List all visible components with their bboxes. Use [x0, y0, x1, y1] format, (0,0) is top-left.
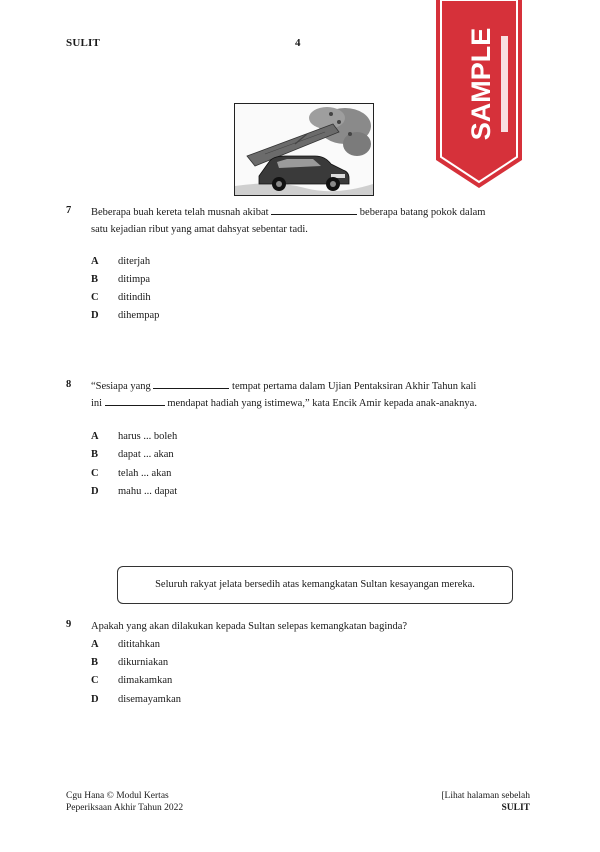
option-text: dapat ... akan	[118, 449, 174, 460]
q7-option-b	[91, 272, 150, 288]
q7-text-after-blank: beberapa batang pokok dalam	[359, 207, 486, 218]
q7-option-c	[91, 290, 151, 306]
question-7-stem	[91, 204, 551, 238]
footer-sulit-label: SULIT	[501, 803, 530, 813]
q7-text-before-blank: Beberapa buah kereta telah musnah akibat	[91, 207, 269, 218]
option-text: dihempap	[118, 310, 160, 321]
footer-right	[441, 790, 530, 814]
q7-option-a	[91, 254, 150, 270]
option-letter: A	[91, 256, 99, 267]
option-text: harus ... boleh	[118, 431, 178, 442]
option-text: disemayamkan	[118, 694, 181, 705]
q9-passage-box: Seluruh rakyat jelata bersedih atas kemangkatan Sultan kesayangan mereka.	[117, 566, 513, 604]
option-letter: D	[91, 486, 99, 497]
q7-line-2: satu kejadian ribut yang amat dahsyat sebentar tadi.	[91, 224, 308, 235]
q8-option-c	[91, 466, 171, 482]
option-text: ditimpa	[118, 274, 151, 285]
q8-option-b	[91, 447, 174, 463]
q7-answer-blank	[271, 204, 357, 215]
q7-option-d	[91, 308, 159, 324]
header-sulit-label: SULIT	[66, 37, 101, 49]
option-text: ditindih	[118, 292, 151, 303]
q8-option-d	[91, 484, 177, 500]
q8-text-after-blank-2: mendapat hadiah yang istimewa,” kata Encik Amir kepada anak-anaknya.	[167, 398, 477, 409]
q8-text-before-blank-1: “Sesiapa yang	[91, 381, 151, 392]
car-tree-icon	[235, 104, 373, 195]
option-text: dimakamkan	[118, 675, 173, 686]
page-number: 4	[295, 37, 301, 49]
q8-text-before-blank-2: ini	[91, 398, 103, 409]
fallen-tree-car-illustration	[234, 103, 374, 196]
option-letter: B	[91, 657, 99, 668]
q9-option-c	[91, 673, 172, 689]
option-letter: B	[91, 274, 99, 285]
option-text: mahu ... dapat	[118, 486, 178, 497]
question-7-number: 7	[66, 205, 72, 216]
option-text: dikurniakan	[118, 657, 169, 668]
q9-option-b	[91, 655, 168, 671]
q8-answer-blank-2	[105, 395, 165, 406]
option-letter: A	[91, 639, 99, 650]
footer-next-page: [Lihat halaman sebelah	[441, 791, 530, 801]
option-letter: D	[91, 310, 99, 321]
option-letter: B	[91, 449, 99, 460]
option-letter: C	[91, 292, 99, 303]
stamp-stripe	[501, 36, 508, 132]
q8-text-after-blank-1: tempat pertama dalam Ujian Pentaksiran Akhir Tahun kali	[232, 381, 477, 392]
q9-option-a	[91, 637, 160, 653]
question-9-stem: Apakah yang akan dilakukan kepada Sultan selepas kemangkatan baginda?	[91, 621, 408, 632]
sample-stamp-text: SAMPLE	[466, 27, 497, 141]
question-8-number: 8	[66, 379, 72, 390]
option-text: dititahkan	[118, 639, 160, 650]
footer-left	[66, 790, 183, 814]
option-letter: C	[91, 675, 99, 686]
sample-ribbon-stamp	[436, 0, 522, 192]
option-text: diterjah	[118, 256, 151, 267]
q9-option-d	[91, 692, 181, 708]
footer-exam-title: Peperiksaan Akhir Tahun 2022	[66, 803, 184, 813]
option-letter: D	[91, 694, 99, 705]
q8-answer-blank-1	[153, 378, 229, 389]
option-letter: C	[91, 468, 99, 479]
option-letter: A	[91, 431, 99, 442]
footer-copyright: Cgu Hana © Modul Kertas	[66, 791, 169, 801]
option-text: telah ... akan	[118, 468, 172, 479]
question-8-stem	[91, 378, 561, 412]
q8-option-a	[91, 429, 177, 445]
question-9-number: 9	[66, 619, 72, 630]
